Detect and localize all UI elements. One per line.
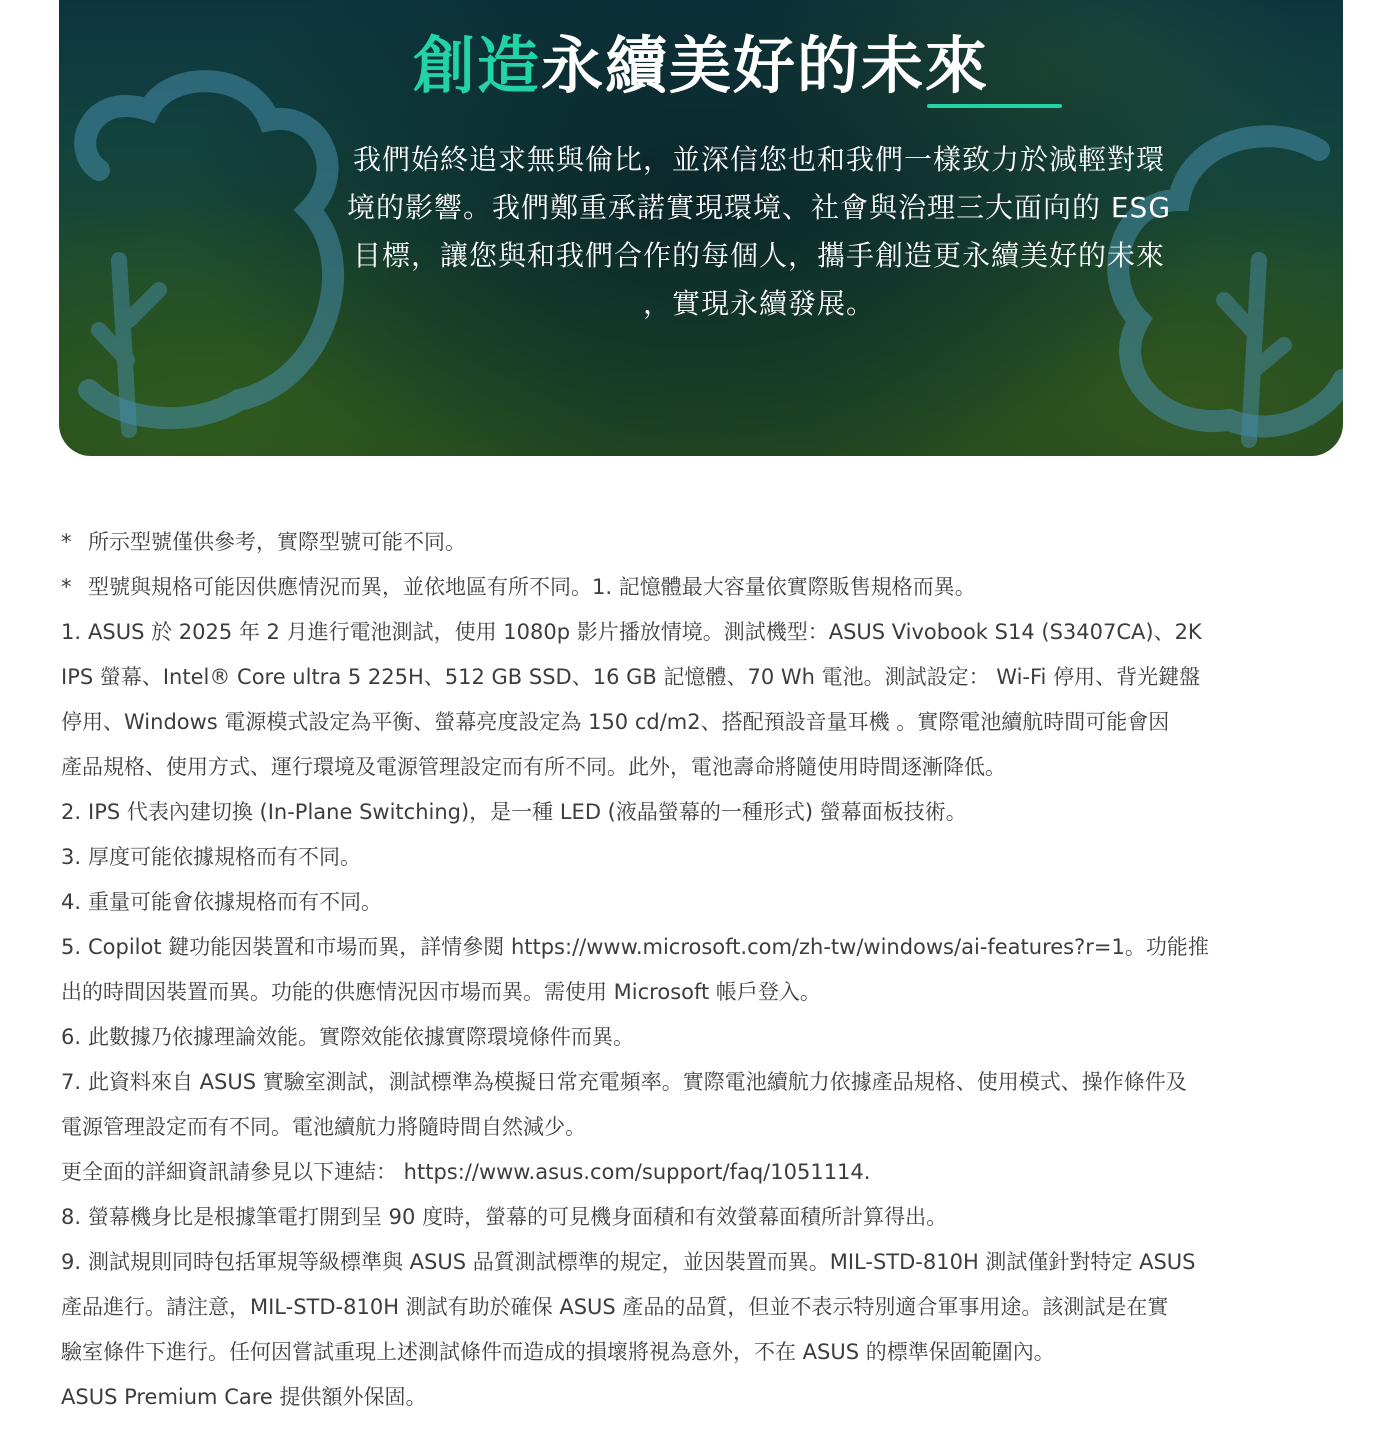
footnote-3: 3. 厚度可能依據規格而有不同。 (61, 845, 361, 869)
footnote-5-continued: 出的時間因裝置而異。功能的供應情況因市場而異。需使用 Microsoft 帳戶登入。 (61, 980, 821, 1004)
footnote-6: 6. 此數據乃依據理論效能。實際效能依據實際環境條件而異。 (61, 1025, 634, 1049)
footnotes-section (61, 520, 1361, 1420)
banner-body-line: ，實現永續發展。 (642, 287, 875, 320)
banner-title-rest: 永續美好的未來 (541, 29, 990, 102)
footnote-7: 7. 此資料來自 ASUS 實驗室測試，測試標準為模擬日常充電頻率。實際電池續航力依據產品規格、使用模式、操作條件及 (61, 1070, 1187, 1094)
title-underline (927, 104, 1062, 108)
footnote-9-premium-care: ASUS Premium Care 提供額外保固。 (61, 1385, 427, 1409)
banner-title-accent: 創造 (412, 29, 541, 102)
footnote-7-continued: 電源管理設定而有不同。電池續航力將隨時間自然減少。 (61, 1115, 586, 1139)
footnote-4: 4. 重量可能會依據規格而有不同。 (61, 890, 382, 914)
footnote-5: 5. Copilot 鍵功能因裝置和市場而異，詳情參閱 https://www.microsoft.com/zh-tw/windows/ai-features?r=1。功能推 (61, 935, 1209, 959)
banner-body-line: 我們始終追求無與倫比，並深信您也和我們一樣致力於減輕對環 (352, 143, 1165, 176)
footnote-1-continued: 產品規格、使用方式、運行環境及電源管理設定而有所不同。此外，電池壽命將隨使用時間逐漸降低。 (61, 755, 1006, 779)
banner-body-line: 境的影響。我們鄭重承諾實現環境、社會與治理三大面向的 ESG (346, 191, 1172, 224)
banner-body (309, 136, 1209, 328)
footnote-2: 2. IPS 代表內建切換 (In-Plane Switching)，是一種 LED (液晶螢幕的一種形式) 螢幕面板技術。 (61, 800, 967, 824)
footnote-8: 8. 螢幕機身比是根據筆電打開到呈 90 度時，螢幕的可見機身面積和有效螢幕面積所計算得出。 (61, 1205, 948, 1229)
banner-body-line: 目標，讓您與和我們合作的每個人，攜手創造更永續美好的未來 (352, 239, 1165, 272)
footnote-9-continued: 產品進行。請注意，MIL-STD-810H 測試有助於確保 ASUS 產品的品質，但並不表示特別適合軍事用途。該測試是在實 (61, 1295, 1169, 1319)
footnote-1: 1. ASUS 於 2025 年 2 月進行電池測試，使用 1080p 影片播放情境。測試機型：ASUS Vivobook S14 (S3407CA)、2K (61, 620, 1202, 644)
footnote-7-faq-link-line: 更全面的詳細資訊請參見以下連結： https://www.asus.com/support/faq/1051114. (61, 1160, 871, 1184)
disclaimer-note: * 所示型號僅供參考，實際型號可能不同。 (61, 530, 466, 554)
footnote-9: 9. 測試規則同時包括軍規等級標準與 ASUS 品質測試標準的規定，並因裝置而異。MIL-STD-810H 測試僅針對特定 ASUS (61, 1250, 1196, 1274)
esg-banner (59, 0, 1343, 456)
footnote-1-continued: IPS 螢幕、Intel® Core ultra 5 225H、512 GB SSD、16 GB 記憶體、70 Wh 電池。測試設定： Wi-Fi 停用、背光鍵盤 (61, 665, 1201, 689)
disclaimer-note: * 型號與規格可能因供應情況而異，並依地區有所不同。1. 記憶體最大容量依實際販售規格而異。 (61, 575, 976, 599)
banner-title (59, 28, 1343, 104)
footnote-9-continued: 驗室條件下進行。任何因嘗試重現上述測試條件而造成的損壞將視為意外，不在 ASUS 的標準保固範圍內。 (61, 1340, 1055, 1364)
footnote-1-continued: 停用、Windows 電源模式設定為平衡、螢幕亮度設定為 150 cd/m2、搭配預設音量耳機 。實際電池續航時間可能會因 (61, 710, 1170, 734)
